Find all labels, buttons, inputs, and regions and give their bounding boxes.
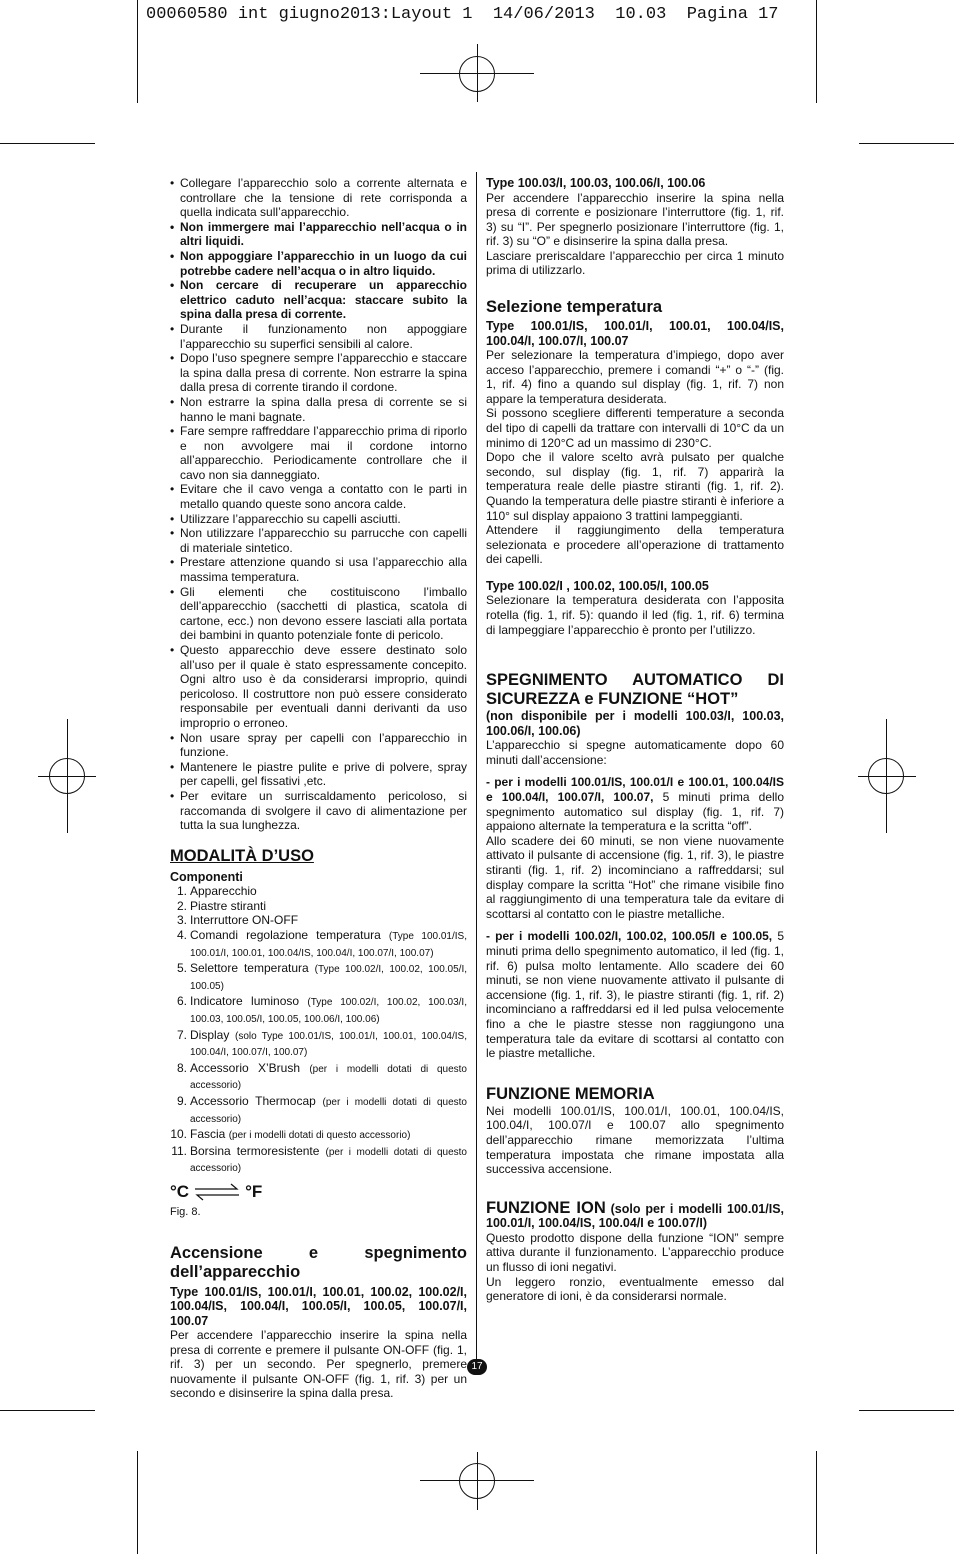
- model-types: Type 100.02/I , 100.02, 100.05/I, 100.05: [486, 578, 709, 593]
- section-title-memoria: FUNZIONE MEMORIA: [486, 1084, 655, 1103]
- list-item: • Prestare attenzione quando si usa l’apparecchio alla massima temperatura.: [170, 555, 467, 584]
- model-types: Type 100.01/IS, 100.01/I, 100.01, 100.02, 100.02/I, 100.04/IS, 100.04/I, 100.05/I, 100.05, 100.07/I, 100.07: [170, 1284, 467, 1328]
- paragraph: Nei modelli 100.01/IS, 100.01/I, 100.01, 100.04/IS, 100.04/I, 100.07/I e 100.07 allo spegnimento dell’apparecchio rimane memorizzata l’ultima temperatura impostata che rimane impostata alla successiva accensione.: [486, 1103, 784, 1177]
- section-title-accensione: Accensione e spegnimento dell’apparecchio: [170, 1243, 467, 1281]
- paragraph: Un leggero ronzio, eventualmente emesso dal generatore di ioni, è da considerarsi normale.: [486, 1274, 784, 1304]
- paragraph: Questo prodotto dispone della funzione “ION” sempre attiva durante il funzionamento. L’apparecchio produce un flusso di ioni negativi.: [486, 1230, 784, 1275]
- list-item: • Non immergere mai l’apparecchio nell’acqua o in altri liquidi.: [170, 220, 467, 249]
- model-note: (non disponibile per i modelli 100.03/I, 100.03, 100.06/I, 100.06): [486, 709, 784, 738]
- crop-mark: [0, 1410, 95, 1411]
- list-item: • Utilizzare l’apparecchio su capelli asciutti.: [170, 512, 467, 527]
- list-item: • Non utilizzare l’apparecchio su parrucche con capelli di materiale sintetico.: [170, 526, 467, 555]
- list-item: 5. Selettore temperatura (Type 100.02/I, 100.02, 100.05/I, 100.05): [176, 961, 467, 992]
- list-item: • Non appoggiare l’apparecchio in un luogo da cui potrebbe cadere nell’acqua o in altro liquido.: [170, 249, 467, 278]
- list-item: • Evitare che il cavo venga a contatto con le parti in metallo quando queste sono ancora calde.: [170, 482, 467, 511]
- figure-caption: Fig. 8.: [170, 1205, 201, 1218]
- page-number-badge: 17: [467, 1359, 487, 1375]
- list-item: • Non usare spray per capelli con l’apparecchio in funzione.: [170, 731, 467, 760]
- list-item: • Gli elementi che costituiscono l’imballo dell’apparecchio (sacchetti di plastica, scatola di cartone, ecc.) non devono essere lasciati alla portata dei bambini in quanto potenziale fonte di pericolo.: [170, 585, 467, 643]
- list-item: • Mantenere le piastre pulite e prive di polvere, spray per capelli, gel fissativi ,etc.: [170, 760, 467, 789]
- column-divider: [476, 172, 477, 1374]
- fahrenheit-label: °F: [245, 1181, 263, 1201]
- registration-circle-icon: [49, 758, 85, 794]
- paragraph: Allo scadere dei 60 minuti, se non viene nuovamente attivato il pulsante di accensione (fig. 1, rif. 3), le piastre stiranti (fig. 1, rif. 2) incominciano a raffreddarsi; sul display compare la scritta “Hot” che rimane visibile fino al raggiungimento di una temperatura tale da evitare di scottarsi al contatto con le piastre metalliche.: [486, 833, 784, 921]
- safety-bullet-list: [170, 176, 467, 833]
- crop-mark: [859, 143, 954, 144]
- paragraph: L’apparecchio si spegne automaticamente dopo 60 minuti dall’accensione:: [486, 738, 784, 767]
- section-title-spegnimento: SPEGNIMENTO AUTOMATICO DI SICUREZZA e FUNZIONE “HOT”: [486, 671, 784, 709]
- list-item: 4. Comandi regolazione temperatura (Type 100.01/IS, 100.01/I, 100.01, 100.04/IS, 100.04/I, 100.07/I, 100.07): [176, 928, 467, 959]
- list-item: 11. Borsina termoresistente (per i modelli dotati di questo accessorio): [171, 1143, 467, 1175]
- registration-circle-icon: [868, 758, 904, 794]
- crop-mark: [816, 1451, 817, 1554]
- paragraph: - per i modelli 100.02/I, 100.02, 100.05/I e 100.05, 5 minuti prima dello spegnimento automatico, il led (fig. 1, rif. 6) pulsa molto lentamente. Allo scadere dei 60 minuti, se non viene nuovamente attivato il pulsante di accensione (fig. 1, rif. 3), le piastre stiranti (fig. 1, rif. 2) incominciano a raffreddarsi ed il led pulsa velocemente fino a che le piastre stesse non raggiungono una temperatura tale da evitare di scottarsi al contatto con le piastre metalliche.: [486, 929, 784, 1061]
- list-item: 6. Indicatore luminoso (Type 100.02/I, 100.02, 100.03/I, 100.03, 100.05/I, 100.05, 100.06/I, 100.06): [176, 994, 467, 1025]
- list-item: • Per evitare un surriscaldamento pericoloso, si raccomanda di svolgere il cavo di alimentazione per tutta la sua lunghezza.: [170, 789, 467, 833]
- paragraph: - per i modelli 100.01/IS, 100.01/I e 100.01, 100.04/IS e 100.04/I, 100.07/I, 100.07, 5 minuti prima dello spegnimento automatico sul display (fig. 1, rif. 7) appaiono alternate la temperatura e la scritta “off”.: [486, 775, 784, 834]
- componenti-list: [170, 884, 467, 1177]
- registration-circle-icon: [459, 1463, 495, 1499]
- paragraph: Attendere il raggiungimento della temperatura selezionata e procedere all’operazione di trattamento dei capelli.: [486, 523, 784, 567]
- list-item: • Questo apparecchio deve essere destinato solo all’uso per il quale è stato espressamente concepito. Ogni altro uso è da considerarsi improprio, quindi pericoloso. Il costruttore non può essere considerato responsabile per eventuali danni derivanti da uso improprio o erroneo.: [170, 643, 467, 731]
- list-item: 9. Accessorio Thermocap (per i modelli dotati di questo accessorio): [176, 1093, 467, 1125]
- paragraph: Per accendere l’apparecchio inserire la spina nella presa di corrente e premere il pulsante ON-OFF (fig. 1, rif. 3) per un secondo. Per spegnerlo, premere nuovamente il pulsante ON-OFF (fig. 1, rif. 3) per un secondo e disinserire la spina dalla presa.: [170, 1328, 467, 1401]
- list-item: 1. Apparecchio: [176, 884, 257, 899]
- list-item: 10. Fascia (per i modelli dotati di questo accessorio): [170, 1127, 411, 1142]
- crop-mark: [816, 0, 817, 103]
- list-item: • Dopo l’uso spegnere sempre l’apparecchio e staccare la spina dalla presa di corrente. Non estrarre la spina dalla presa di corrente tirando il cordone.: [170, 351, 467, 395]
- crop-mark: [0, 143, 95, 144]
- celsius-fahrenheit-switch-figure: [170, 1183, 467, 1201]
- paragraph: Per accendere l’apparecchio inserire la spina nella presa di corrente e posizionare l’interruttore (fig. 1, rif. 3) su “I”. Per spegnerlo posizionare l’interruttore (fig. 1, rif. 3) su “O” e disinserire la spina dalla presa.: [486, 190, 784, 249]
- crop-mark: [137, 0, 138, 103]
- list-item: 7. Display (solo Type 100.01/IS, 100.01/I, 100.01, 100.04/IS, 100.04/I, 100.07/I, 100.07): [176, 1027, 467, 1059]
- registration-circle-icon: [459, 56, 495, 92]
- switch-arrows-icon: [193, 1183, 241, 1201]
- list-item: • Non cercare di recuperare un apparecchio elettrico caduto nell’acqua: staccare subito la spina dalla presa di corrente.: [170, 278, 467, 322]
- section-title-selezione: Selezione temperatura: [486, 298, 663, 317]
- list-item: 2. Piastre stiranti: [176, 898, 267, 913]
- crop-mark: [137, 1451, 138, 1554]
- paragraph: Per selezionare la temperatura d’impiego, dopo aver acceso l’apparecchio, premere i comandi “+” o “-” (fig. 1, rif. 4) fino a quando sul display (fig. 1, rif. 7) non appare la temperatura desiderata.: [486, 348, 784, 406]
- paragraph: Lasciare preriscaldare l’apparecchio per circa 1 minuto prima di utilizzarlo.: [486, 248, 784, 278]
- print-slug-header: 00060580 int giugno2013:Layout 1 14/06/2013 10.03 Pagina 17: [146, 5, 779, 24]
- list-item: • Non estrarre la spina dalla presa di corrente se si hanno le mani bagnate.: [170, 395, 467, 424]
- right-column: [486, 176, 784, 1304]
- section-title-modalita: MODALITÀ D’USO: [170, 846, 314, 865]
- crop-mark: [859, 1410, 954, 1411]
- model-types: Type 100.01/IS, 100.01/I, 100.01, 100.04/IS, 100.04/I, 100.07/I, 100.07: [486, 319, 784, 348]
- componenti-heading: Componenti: [170, 869, 243, 884]
- list-item: • Collegare l’apparecchio solo a corrente alternata e controllare che la tensione di rete corrisponda a quella indicata sull’apparecchio.: [170, 176, 467, 220]
- section-title-ion: FUNZIONE ION (solo per i modelli 100.01/IS, 100.01/I, 100.04/IS, 100.04/I e 100.07/I): [486, 1198, 785, 1231]
- paragraph: Dopo che il valore scelto avrà pulsato per qualche secondo, sul display (fig. 1, rif. 7) apparirà la temperatura reale delle piastre stiranti (fig. 1, rif. 2). Quando la temperatura delle piastre stiranti è inferiore a 110° sul display appaiono 3 trattini lampeggianti.: [486, 450, 784, 523]
- paragraph: Si possono scegliere differenti temperature a seconda del tipo di capelli da trattare con intervalli di 10°C da un minimo di 120°C ad un massimo di 230°C.: [486, 406, 784, 450]
- list-item: • Durante il funzionamento non appoggiare l’apparecchio su superfici sensibili al calore.: [170, 322, 467, 351]
- celsius-label: °C: [170, 1181, 190, 1201]
- list-item: 8. Accessorio X’Brush (per i modelli dotati di questo accessorio): [176, 1060, 467, 1092]
- list-item: 3. Interruttore ON-OFF: [176, 913, 299, 928]
- paragraph: Selezionare la temperatura desiderata con l’apposita rotella (fig. 1, rif. 5): quando il led (fig. 1, rif. 6) termina di lampeggiare l’apparecchio è pronto per l’utilizzo.: [486, 593, 784, 637]
- list-item: • Fare sempre raffreddare l’apparecchio prima di riporlo e non avvolgere mai il cordone intorno all’apparecchio. Periodicamente controllare che il cavo non sia danneggiato.: [170, 424, 467, 482]
- model-types: Type 100.03/I, 100.03, 100.06/I, 100.06: [486, 176, 706, 190]
- left-column: [170, 176, 467, 1401]
